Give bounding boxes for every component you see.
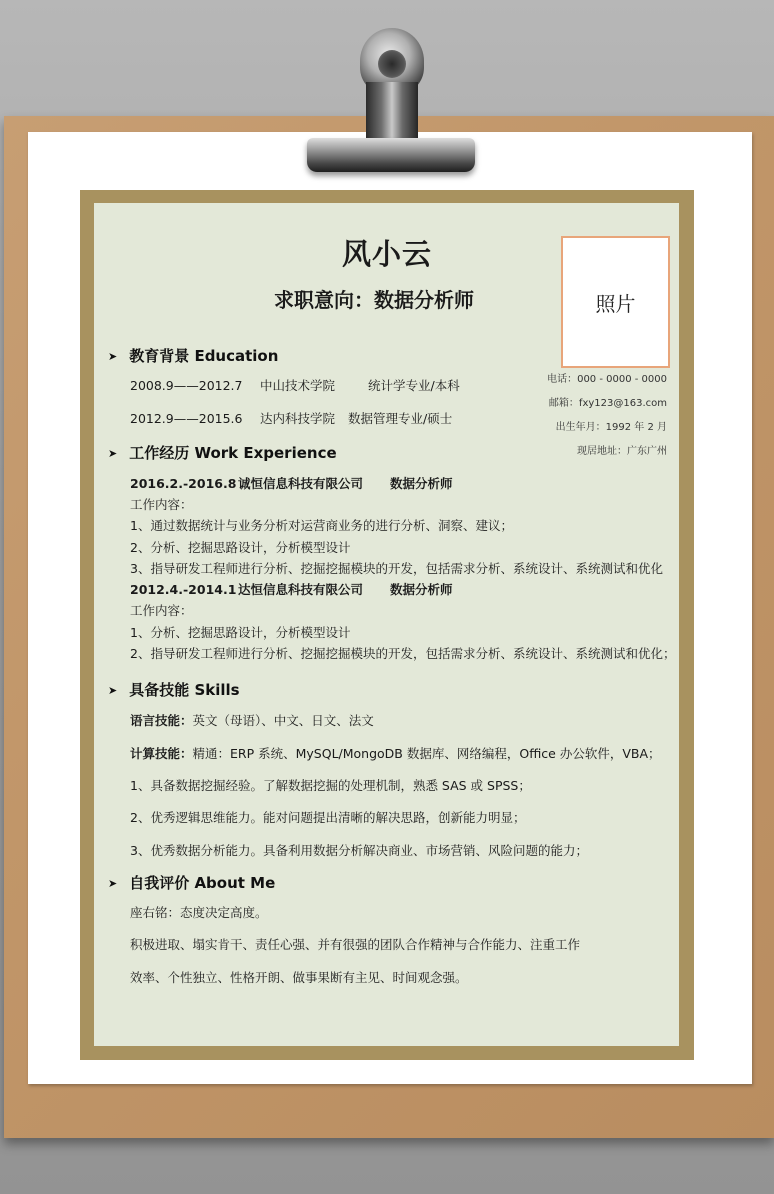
education-row: 2008.9——2012.7 中山技术学院 统计学专业/本科 [130,378,460,393]
contact-address: 现居地址：广东广州 [577,446,667,457]
photo-label: 照片 [595,291,636,316]
resume-name: 风小云 [341,237,432,271]
about-motto: 座右铭：态度决定高度。 [130,905,268,920]
contact-birth: 出生年月：1992 年 2 月 [555,422,667,433]
section-title-education: ➤ 教育背景 Education [108,347,279,365]
job-header: 2016.2.-2016.8 诚恒信息科技有限公司 数据分析师 [130,476,453,491]
job-objective: 求职意向：数据分析师 [274,288,474,312]
about-line: 效率、个性独立、性格开朗、做事果断有主见、时间观念强。 [130,970,468,985]
job-item: 2、分析、挖掘思路设计，分析模型设计 [130,540,351,555]
section-title-skills: ➤ 具备技能 Skills [108,681,240,699]
skill-computer: 计算技能：精通：ERP 系统、MySQL/MongoDB 数据库、网络编程，Office 办公软件，VBA； [130,746,661,761]
chevron-right-icon: ➤ [108,350,118,363]
section-title-about: ➤ 自我评价 About Me [108,874,276,892]
education-row: 2012.9——2015.6 达内科技学院 数据管理专业/硕士 [130,411,453,426]
job-content-label: 工作内容： [130,497,193,512]
job-item: 1、分析、挖掘思路设计，分析模型设计 [130,625,351,640]
skill-language: 语言技能：英文（母语）、中文、日文、法文 [130,713,374,728]
job-item: 3、指导研发工程师进行分析、挖掘挖掘模块的开发，包括需求分析、系统设计、系统测试和优化 [130,561,663,576]
chevron-right-icon: ➤ [108,877,118,890]
skill-item: 2、优秀逻辑思维能力。能对问题提出清晰的解决思路，创新能力明显； [130,810,526,825]
contact-phone: 电话：000 - 0000 - 0000 [547,374,667,385]
job-item: 2、指导研发工程师进行分析、挖掘挖掘模块的开发，包括需求分析、系统设计、系统测试和优化； [130,646,676,661]
about-line: 积极进取、塌实肯干、责任心强、并有很强的团队合作精神与合作能力、注重工作 [130,937,581,952]
contact-email: 邮箱：fxy123@163.com [548,398,667,409]
job-content-label: 工作内容： [130,603,193,618]
chevron-right-icon: ➤ [108,447,118,460]
section-title-work: ➤ 工作经历 Work Experience [108,444,337,462]
photo-placeholder [561,236,670,368]
job-header: 2012.4.-2014.1 达恒信息科技有限公司 数据分析师 [130,582,453,597]
skill-item: 1、具备数据挖掘经验。了解数据挖掘的处理机制，熟悉 SAS 或 SPSS； [130,778,531,793]
job-item: 1、通过数据统计与业务分析对运营商业务的进行分析、洞察、建议； [130,518,513,533]
chevron-right-icon: ➤ [108,684,118,697]
skill-item: 3、优秀数据分析能力。具备利用数据分析解决商业、市场营销、风险问题的能力； [130,843,588,858]
